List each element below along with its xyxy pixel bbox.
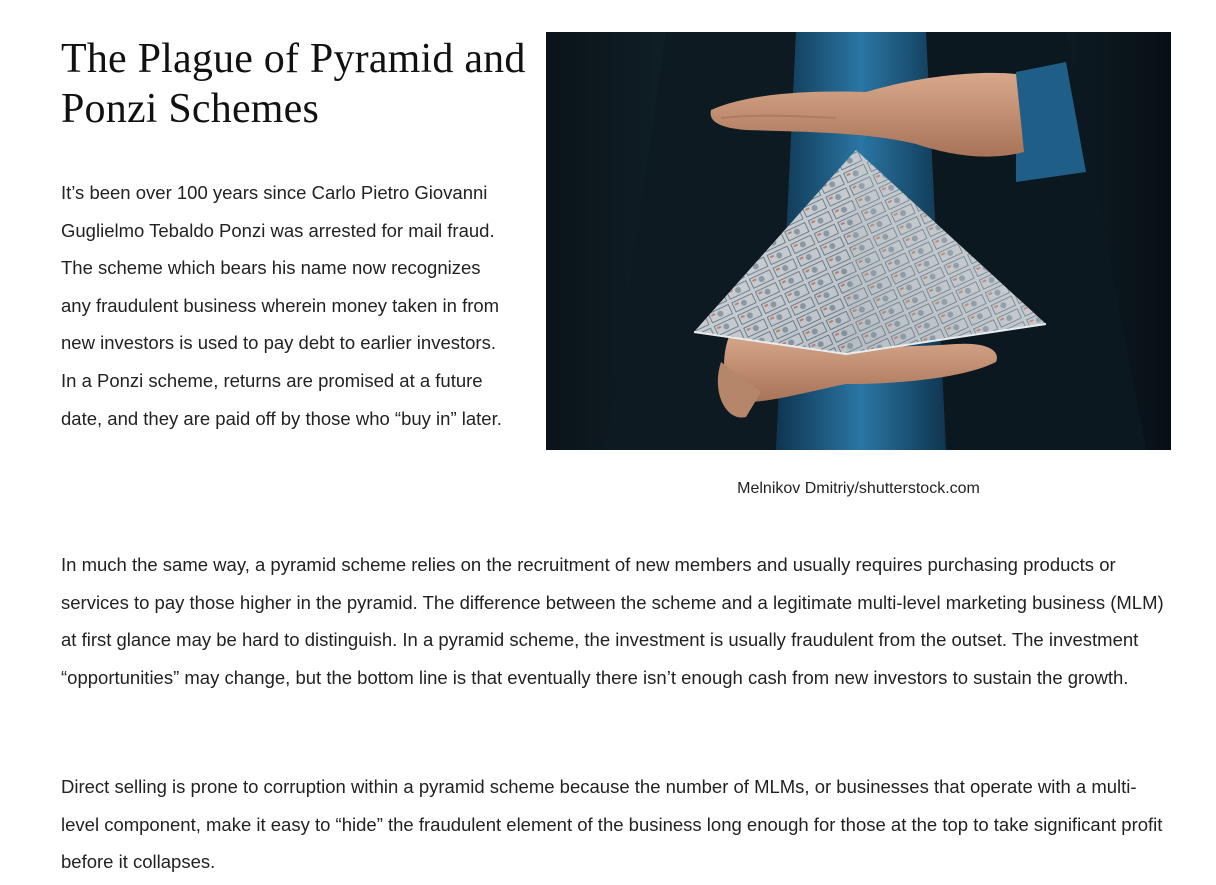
intro-paragraph: It’s been over 100 years since Carlo Pietro Giovanni Guglielmo Tebaldo Ponzi was arrested for mail fraud. The scheme which bears his name now recognizes any fraudulent business wherein money taken in from new investors is used to pay debt to earlier investors. In a Ponzi scheme, returns are promised at a future date, and they are paid off by those who “buy in” later.	[61, 182, 502, 429]
body-paragraph: Direct selling is prone to corruption within a pyramid scheme because the number of MLMs, or businesses that operate with a multi-level component, make it easy to “hide” the fraudulent element of the business long enough for those at the top to take significant profit before it collapses.	[61, 776, 1163, 873]
body-paragraph: In much the same way, a pyramid scheme relies on the recruitment of new members and usually requires purchasing products or services to pay those higher in the pyramid. The difference between the scheme and a legitimate multi-level marketing business (MLM) at first glance may be hard to distinguish. In a pyramid scheme, the investment is usually fraudulent from the outset. The investment “opportunities” may change, but the bottom line is that eventually there isn’t enough cash from new investors to sustain the growth.	[61, 554, 1164, 688]
photo-caption: Melnikov Dmitriy/shutterstock.com	[737, 480, 980, 497]
article-title: The Plague of Pyramid and Ponzi Schemes	[61, 36, 526, 132]
article-photo	[546, 32, 1171, 450]
